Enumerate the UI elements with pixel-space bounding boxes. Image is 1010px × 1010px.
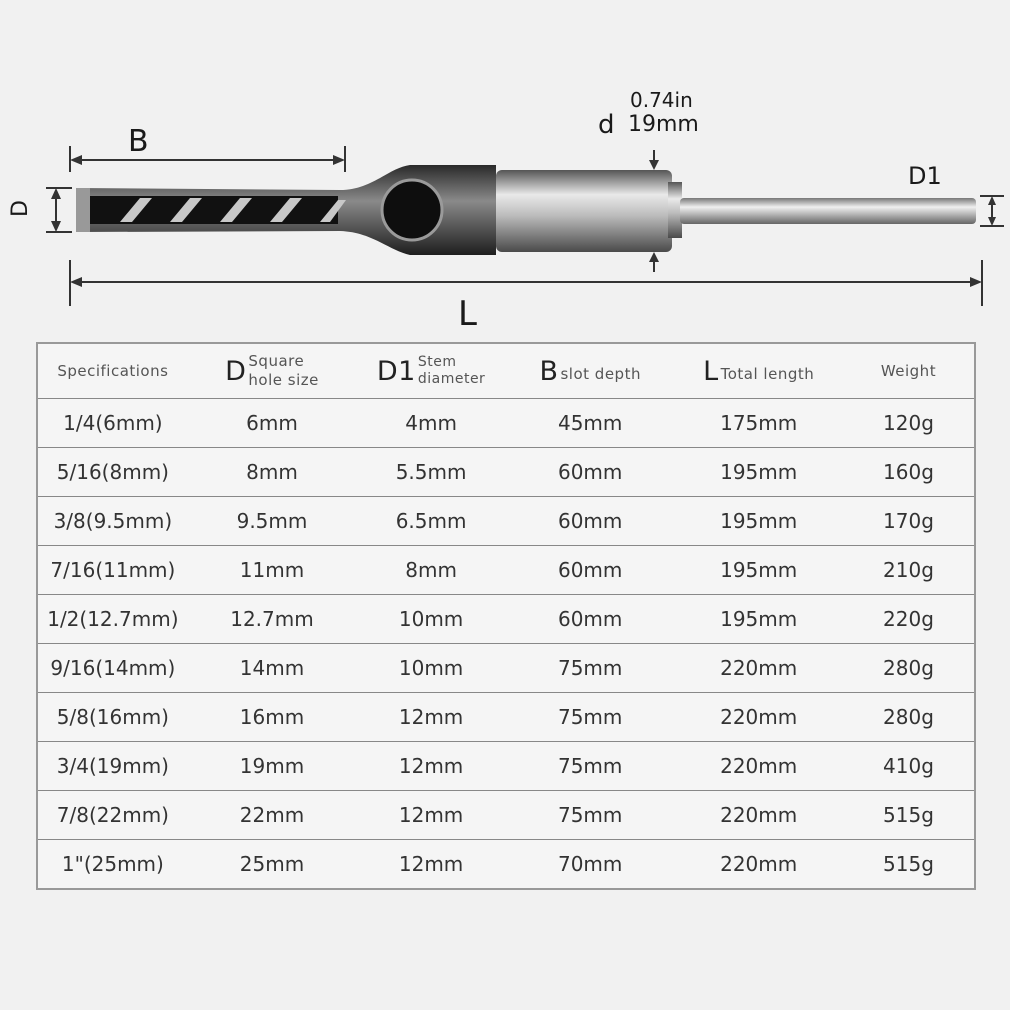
cell-slot-depth: 60mm	[557, 460, 623, 485]
cell-stem-diameter: 12mm	[398, 852, 464, 877]
cell-total-length: 195mm	[720, 607, 798, 632]
cell-total-length: 220mm	[720, 705, 798, 730]
cell-total-length: 220mm	[720, 852, 798, 877]
header-d1-letter: D1	[376, 355, 416, 387]
cell-weight: 410g	[883, 754, 934, 779]
header-b-letter: B	[539, 355, 559, 387]
cell-square-hole-size: 14mm	[239, 656, 305, 681]
cell-weight: 280g	[883, 705, 934, 730]
table-row	[38, 693, 974, 742]
table-row	[38, 840, 974, 888]
header-l-letter: L	[703, 355, 719, 387]
header-stem-diameter	[356, 344, 506, 399]
cell-square-hole-size: 12.7mm	[230, 607, 314, 632]
cell-specification: 5/16(8mm)	[56, 460, 169, 485]
cell-stem-diameter: 6.5mm	[395, 509, 467, 534]
cell-weight: 160g	[883, 460, 934, 485]
header-weight: Weight	[880, 362, 937, 380]
cell-slot-depth: 60mm	[557, 558, 623, 583]
cell-slot-depth: 70mm	[557, 852, 623, 877]
cell-stem-diameter: 12mm	[398, 803, 464, 828]
cell-weight: 210g	[883, 558, 934, 583]
label-collar-inches: 0.74in	[630, 88, 693, 112]
cell-stem-diameter: 4mm	[405, 411, 457, 436]
cell-weight: 280g	[883, 656, 934, 681]
cell-stem-diameter: 5.5mm	[395, 460, 467, 485]
table-row	[38, 399, 974, 448]
cell-square-hole-size: 8mm	[246, 460, 298, 485]
table-row	[38, 644, 974, 693]
cell-slot-depth: 75mm	[557, 656, 623, 681]
label-b: B	[128, 124, 149, 159]
drill-bit-diagram	[0, 0, 1010, 340]
cell-slot-depth: 75mm	[557, 803, 623, 828]
cell-square-hole-size: 16mm	[239, 705, 305, 730]
table-row	[38, 791, 974, 840]
chisel-body	[76, 165, 496, 255]
header-d-letter: D	[225, 355, 247, 387]
header-slot-depth	[506, 344, 674, 399]
cell-specification: 1/2(12.7mm)	[47, 607, 179, 632]
label-l: L	[458, 294, 477, 334]
cell-total-length: 175mm	[720, 411, 798, 436]
cell-total-length: 220mm	[720, 754, 798, 779]
cell-square-hole-size: 19mm	[239, 754, 305, 779]
cell-weight: 515g	[883, 803, 934, 828]
cell-stem-diameter: 12mm	[398, 754, 464, 779]
header-total-length	[674, 344, 842, 399]
cell-specification: 3/8(9.5mm)	[53, 509, 173, 534]
header-d-line1: Square	[248, 352, 305, 370]
header-d1-line2: diameter	[417, 371, 486, 387]
header-square-hole-size	[188, 344, 356, 399]
table-row	[38, 595, 974, 644]
cell-specification: 1"(25mm)	[61, 852, 164, 877]
label-d: D	[7, 200, 33, 217]
cell-weight: 515g	[883, 852, 934, 877]
cell-stem-diameter: 12mm	[398, 705, 464, 730]
cell-square-hole-size: 6mm	[246, 411, 298, 436]
label-collar-mm: 19mm	[628, 112, 699, 137]
header-l-text: Total length	[720, 365, 815, 383]
cell-total-length: 195mm	[720, 460, 798, 485]
cell-slot-depth: 75mm	[557, 705, 623, 730]
cell-total-length: 195mm	[720, 509, 798, 534]
cell-weight: 220g	[883, 607, 934, 632]
cell-stem-diameter: 10mm	[398, 656, 464, 681]
header-d-line2: hole size	[248, 371, 319, 389]
table-row	[38, 742, 974, 791]
table-row	[38, 497, 974, 546]
cell-total-length: 195mm	[720, 558, 798, 583]
cell-slot-depth: 60mm	[557, 509, 623, 534]
cell-slot-depth: 60mm	[557, 607, 623, 632]
header-b-text: slot depth	[560, 365, 641, 383]
cell-stem-diameter: 10mm	[398, 607, 464, 632]
cell-specification: 9/16(14mm)	[50, 656, 176, 681]
label-collar-d: d	[598, 110, 615, 140]
cell-weight: 170g	[883, 509, 934, 534]
cell-stem-diameter: 8mm	[405, 558, 457, 583]
cell-specification: 3/4(19mm)	[56, 754, 169, 779]
table-row	[38, 546, 974, 595]
drill-rod	[680, 198, 976, 224]
label-d1: D1	[908, 162, 942, 190]
cell-weight: 120g	[883, 411, 934, 436]
cell-specification: 7/8(22mm)	[56, 803, 169, 828]
cell-total-length: 220mm	[720, 803, 798, 828]
table-row	[38, 448, 974, 497]
cell-specification: 1/4(6mm)	[63, 411, 163, 436]
cell-specification: 7/16(11mm)	[50, 558, 176, 583]
cell-square-hole-size: 25mm	[239, 852, 305, 877]
cell-square-hole-size: 11mm	[239, 558, 305, 583]
cell-total-length: 220mm	[720, 656, 798, 681]
specifications-table	[36, 342, 976, 890]
cell-square-hole-size: 22mm	[239, 803, 305, 828]
cell-slot-depth: 75mm	[557, 754, 623, 779]
collar	[496, 170, 672, 252]
table-header-row	[38, 344, 974, 399]
cell-slot-depth: 45mm	[557, 411, 623, 436]
cell-specification: 5/8(16mm)	[56, 705, 169, 730]
header-specifications: Specifications	[57, 362, 169, 380]
header-d1-line1: Stem	[417, 354, 457, 370]
cell-square-hole-size: 9.5mm	[236, 509, 308, 534]
